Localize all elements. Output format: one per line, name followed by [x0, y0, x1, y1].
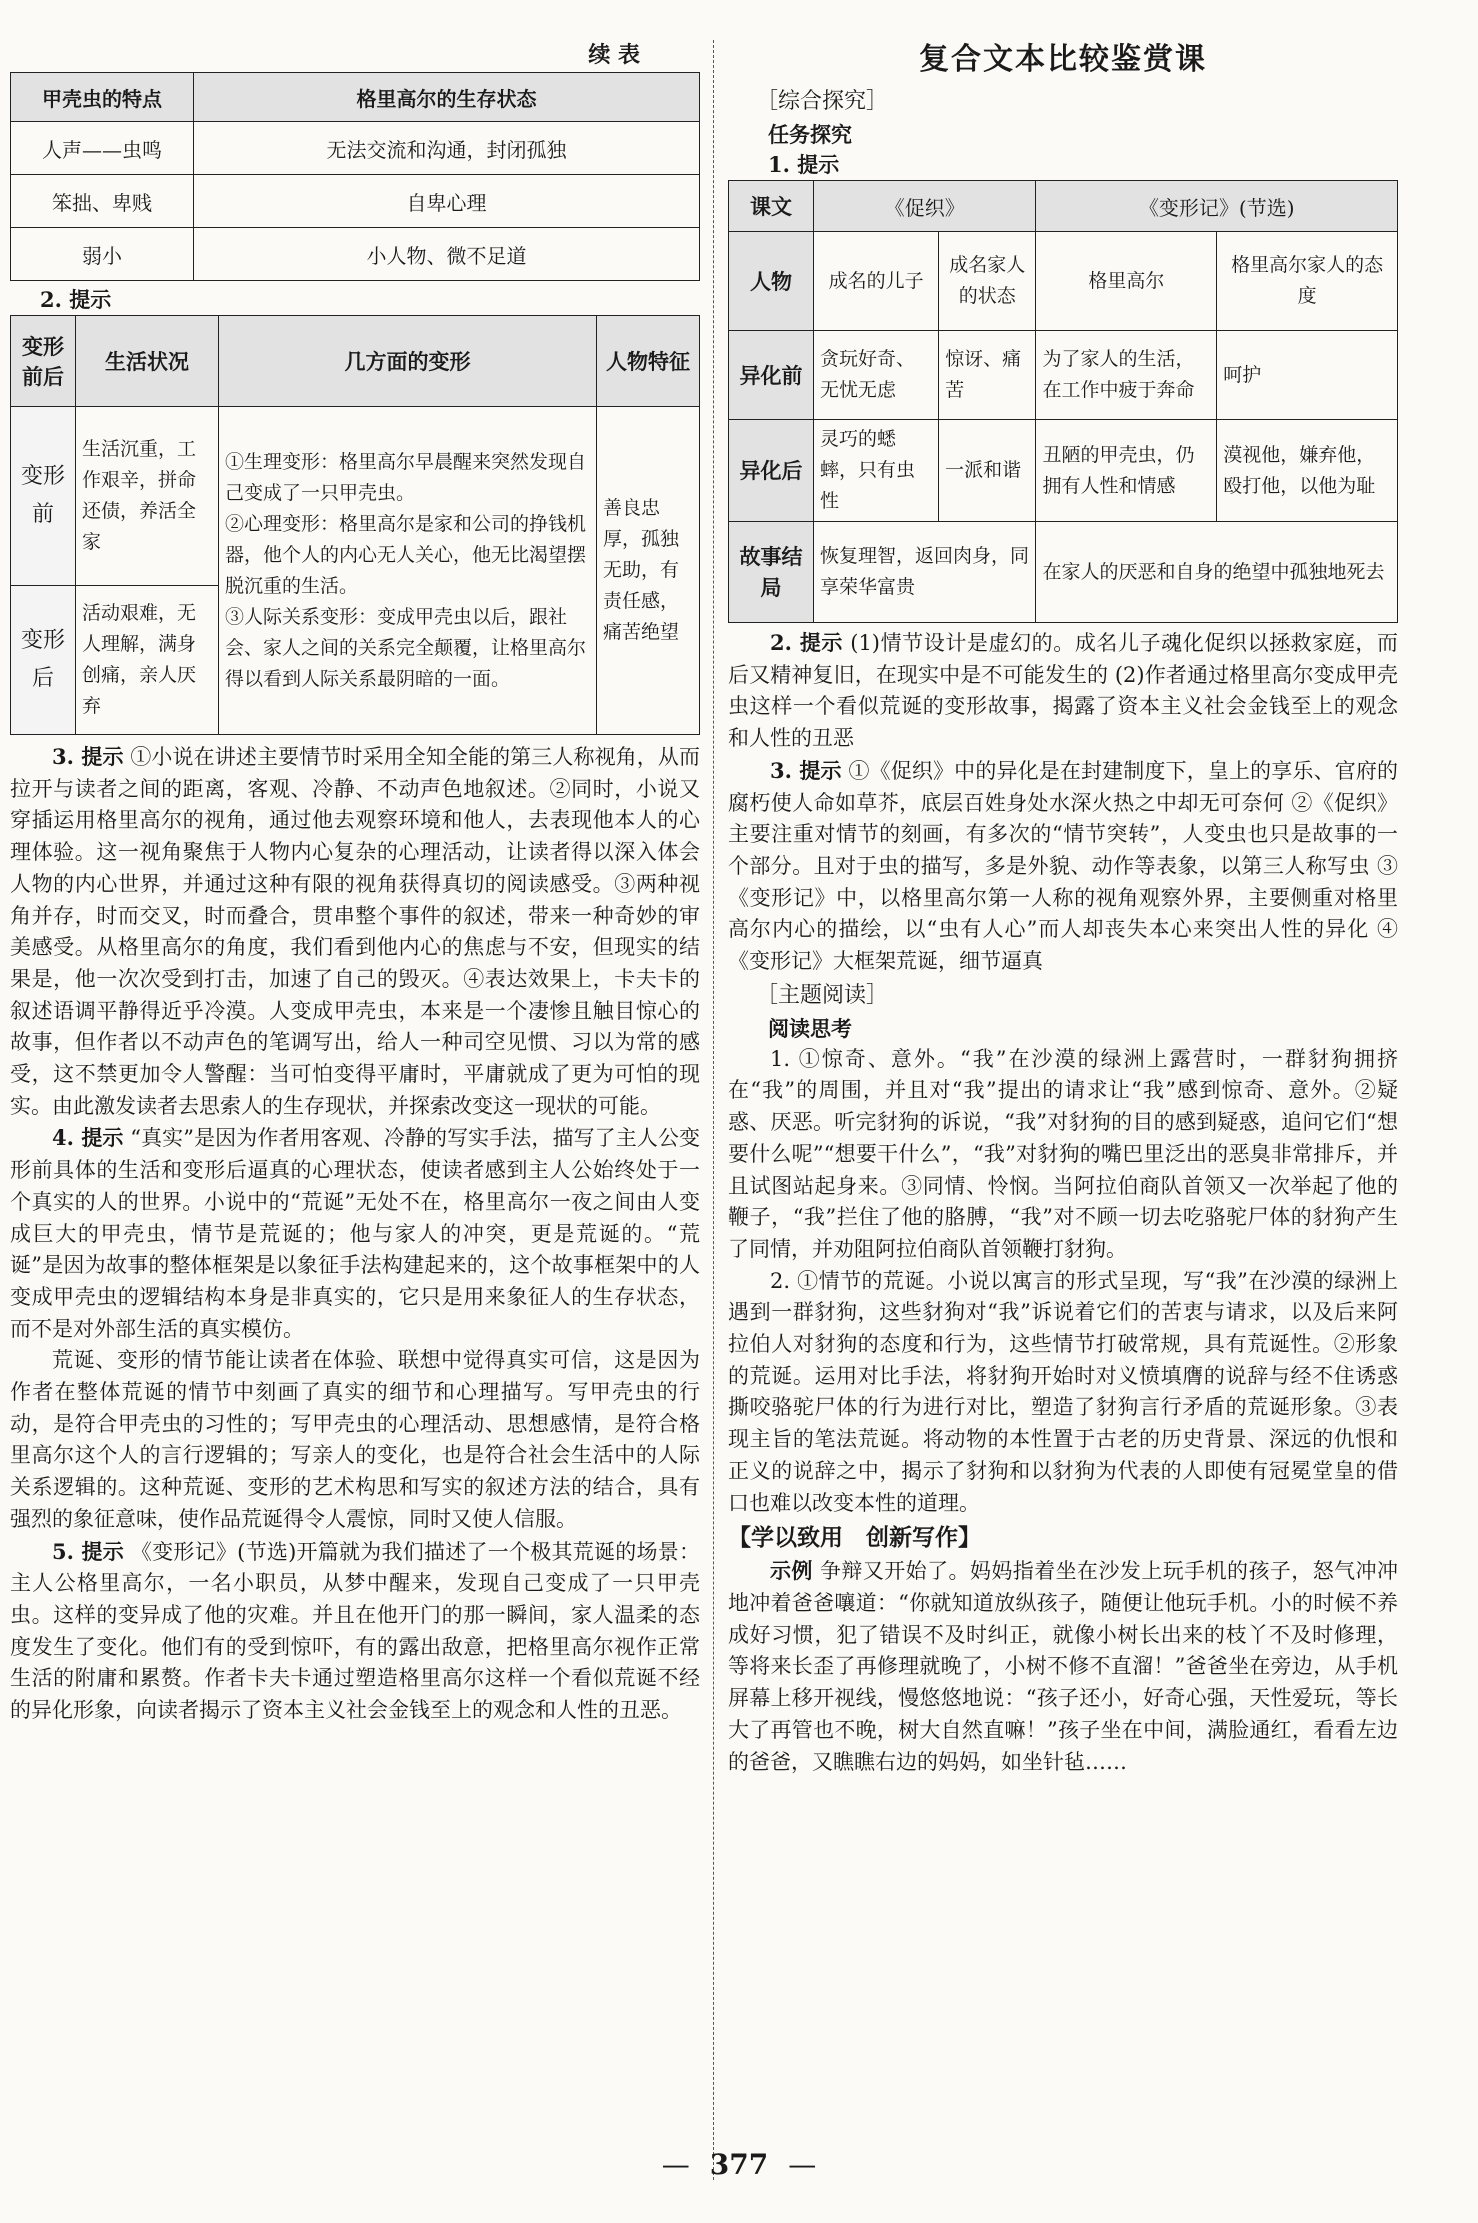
row-label: 故事结局: [729, 522, 814, 623]
table-row: [729, 331, 1398, 420]
item-3-text: ①小说在讲述主要情节时采用全知全能的第三人称视角，从而拉开与读者之间的距离，客观、冷静、不动声色地叙述。②同时，小说又穿插运用格里高尔的视角，通过他去观察环境和他人，去表现他本人的心理体验。这一视角聚焦于人物内心复杂的心理活动，让读者得以深入体会人物的内心世界，并通过这种有限的视角获得真切的阅读感受。③两种视角并存，时而交叉，时而叠合，贯串整个事件的叙述，带来一种奇妙的审美感受。从格里高尔的角度，我们看到他内心的焦虑与不安，但现实的结果是，他一次次受到打击，加速了自己的毁灭。④表达效果上，卡夫卡的叙述语调平静得近乎冷漠。人变成甲壳虫，本来是一个凄惨且触目惊心的故事，但作者以不动声色的笔调写出，给人一种司空见惯、习以为常的感受，这不禁更加令人警醒：当可怕变得平庸时，平庸就成了更为可怕的现实。由此激发读者去思索人的生存现状，并探索改变这一现状的可能。: [10, 745, 700, 1118]
comparison-table: [728, 180, 1398, 623]
table-row: [729, 420, 1398, 522]
table-header: 格里高尔的生存状态: [194, 73, 700, 122]
paragraph: 2. ①情节的荒诞。小说以寓言的形式呈现，写“我”在沙漠的绿洲上遇到一群豺狗，这些豺狗对“我”诉说着它们的苦衷与请求，以及后来阿拉伯人对豺狗的态度和行为，这些情节打破常规，具有荒诞性。②形象的荒诞。运用对比手法，将豺狗开始时对义愤填膺的说辞与经不住诱惑撕咬骆驼尸体的行为进行对比，塑造了豺狗言行矛盾的荒诞形象。③表现主旨的笔法荒诞。将动物的本性置于古老的历史背景、深远的仇恨和正义的说辞之中，揭示了豺狗和以豺狗为代表的人即使有冠冕堂皇的借口也难以改变本性的道理。: [728, 1268, 1398, 1515]
item-3-text: ①《促织》中的异化是在封建制度下，皇上的享乐、官府的腐朽使人命如草芥，底层百姓身处水深火热之中却无可奈何 ②《促织》主要注重对情节的刻画，有多次的“情节突转”，人变虫也只是故事的一个部分。且对于虫的描写，多是外貌、动作等表象，以第三人称写虫 ③《变形记》中，以格里高尔第一人称的视角观察外界，主要侧重对格里高尔内心的描绘，以“虫有人心”而人却丧失本心来突出人性的异化 ④《变形记》大框架荒诞，细节逼真: [728, 758, 1398, 974]
reading-heading: 阅读思考: [768, 1015, 852, 1041]
row-label: 异化后: [729, 420, 814, 522]
table-cell: 弱小: [11, 228, 194, 281]
table-row: [11, 122, 700, 175]
row-label-after: 变形后: [11, 586, 76, 735]
table-cell: 贪玩好奇、无忧无虑: [814, 331, 939, 420]
bracket-heading: ［主题阅读］: [756, 982, 889, 1008]
item-3-label: 3. 提示: [52, 744, 124, 769]
item-2-label: 2. 提示: [40, 287, 112, 312]
table-cell: 无法交流和沟通，封闭孤独: [194, 122, 700, 175]
item-2-label: 2. 提示: [770, 630, 843, 655]
table-row: [11, 175, 700, 228]
table-header: 《变形记》(节选): [1036, 181, 1398, 232]
example-label: 示例: [770, 1558, 813, 1584]
paragraph: [728, 627, 1398, 755]
table-cell: 小人物、微不足道: [194, 228, 700, 281]
page-number: — 377 —: [661, 2148, 817, 2181]
item-3-label: 3. 提示: [770, 757, 842, 783]
row-label: 人物: [729, 232, 814, 331]
left-column: [10, 40, 700, 1727]
table-header: 生活状况: [76, 316, 219, 407]
paragraph: [728, 1555, 1398, 1778]
paragraph: [10, 741, 700, 1122]
table-header: 人物特征: [597, 316, 700, 407]
beetle-traits-table: [10, 72, 700, 281]
table-cell: 活动艰难，无人理解，满身创痛，亲人厌弃: [76, 586, 219, 735]
table-cell: 格里高尔: [1036, 232, 1217, 331]
table-cell: 人声——虫鸣: [11, 122, 194, 175]
table-row: [729, 232, 1398, 331]
paragraph: [728, 755, 1398, 978]
continued-label: 续 表: [588, 42, 640, 68]
table-row: [729, 522, 1398, 623]
bracket-heading: ［综合探究］: [756, 89, 889, 114]
table-header: 《促织》: [814, 181, 1036, 232]
table-cell: 在家人的厌恶和自身的绝望中孤独地死去: [1036, 522, 1398, 623]
changes-cell: ①生理变形：格里高尔早晨醒来突然发现自己变成了一只甲壳虫。 ②心理变形：格里高尔是家和公司的挣钱机器，他个人的内心无人关心，他无比渴望摆脱沉重的生活。 ③人际关系变形：变成甲壳虫以后，跟社会、家人之间的关系完全颠覆，让格里高尔得以看到人际关系最阴暗的一面。: [219, 407, 597, 735]
paragraph: 1. ①惊奇、意外。“我”在沙漠的绿洲上露营时，一群豺狗拥挤在“我”的周围，并且对“我”提出的请求让“我”感到惊奇、意外。②疑惑、厌恶。听完豺狗的诉说，“我”对豺狗的目的感到疑惑，追问它们“想要什么呢”“想要干什么”，“我”对豺狗的嘴巴里泛出的恶臭非常排斥，并且试图站起身来。③同情、怜悯。当阿拉伯商队首领又一次举起了他的鞭子，“我”拦住了他的胳膊，“我”对不顾一切去吃骆驼尸体的豺狗产生了同情，并劝阻阿拉伯商队首领鞭打豺狗。: [728, 1046, 1398, 1261]
table-cell: 生活沉重，工作艰辛，拼命还债，养活全家: [76, 407, 219, 586]
item-4-label: 4. 提示: [52, 1125, 124, 1151]
table-cell: 格里高尔家人的态度: [1217, 232, 1398, 331]
paragraph: [10, 1536, 700, 1727]
table-cell: 灵巧的蟋蟀，只有虫性: [814, 420, 939, 522]
item-5-text: 《变形记》(节选)开篇就为我们描述了一个极其荒诞的场景：主人公格里高尔，一名小职员，从梦中醒来，发现自己变成了一只甲壳虫。这样的变异成了他的灾难。并且在他开门的那一瞬间，家人温柔的态度发生了变化。他们有的受到惊吓，有的露出敌意，把格里高尔视作正常生活的附庸和累赘。作者卡夫卡通过塑造格里高尔这样一个看似荒诞不经的异化形象，向读者揭示了资本主义社会金钱至上的观念和人性的丑恶。: [10, 1539, 701, 1723]
table-header: 课文: [729, 181, 814, 232]
table-cell: 成名家人的状态: [939, 232, 1036, 331]
row-label: 异化前: [729, 331, 814, 420]
paragraph: 荒诞、变形的情节能让读者在体验、联想中觉得真实可信，这是因为作者在整体荒诞的情节中刻画了真实的细节和心理描写。写甲壳虫的行动，是符合甲壳虫的习性的；写甲壳虫的心理活动、思想感情，是符合格里高尔这个人的言行逻辑的；写亲人的变化，也是符合社会生活中的人际关系逻辑的。这种荒诞、变形的艺术构思和写实的叙述方法的结合，具有强烈的象征意味，使作品荒诞得令人震惊，同时又使人信服。: [10, 1348, 700, 1531]
table-header: 甲壳虫的特点: [11, 73, 194, 122]
page-number-value: 377: [709, 2148, 769, 2181]
transformation-table: [10, 315, 700, 735]
traits-cell: 善良忠厚，孤独无助，有责任感，痛苦绝望: [597, 407, 700, 735]
item-5-label: 5. 提示: [52, 1538, 124, 1564]
paragraph: [10, 1122, 700, 1345]
table-row: [11, 407, 700, 586]
table-header: 变形前后: [11, 316, 76, 407]
table-cell: 为了家人的生活，在工作中疲于奔命: [1036, 331, 1217, 420]
item-2-text: (1)情节设计是虚幻的。成名儿子魂化促织以拯救家庭，而后又精神复旧，在现实中是不可能发生的 (2)作者通过格里高尔变成甲壳虫这样一个看似荒诞的变形故事，揭露了资本主义社会金钱至上的观念和人性的丑恶: [728, 631, 1398, 751]
table-cell: 呵护: [1217, 331, 1398, 420]
table-cell: 成名的儿子: [814, 232, 939, 331]
row-label-before: 变形前: [11, 407, 76, 586]
table-cell: 恢复理智，返回肉身，同享荣华富贵: [814, 522, 1036, 623]
item-1-label: 1. 提示: [768, 152, 840, 177]
task-heading: 任务探究: [768, 122, 852, 147]
table-cell: 笨拙、卑贱: [11, 175, 194, 228]
table-header: 几方面的变形: [219, 316, 597, 407]
table-row: [11, 228, 700, 281]
section-title: 复合文本比较鉴赏课: [919, 42, 1207, 77]
table-cell: 自卑心理: [194, 175, 700, 228]
table-cell: 漠视他，嫌弃他，殴打他，以他为耻: [1217, 420, 1398, 522]
table-cell: 一派和谐: [939, 420, 1036, 522]
writing-section-heading: 【学以致用 创新写作】: [728, 1524, 981, 1552]
column-divider: [713, 40, 714, 2180]
example-text: 争辩又开始了。妈妈指着坐在沙发上玩手机的孩子，怒气冲冲地冲着爸爸嚷道：“你就知道放纵孩子，随便让他玩手机。小的时候不养成好习惯，犯了错误不及时纠正，就像小树长出来的枝丫不及时修理，等将来长歪了再修理就晚了，小树不修不直溜！”爸爸坐在旁边，从手机屏幕上移开视线，慢悠悠地说：“孩子还小，好奇心强，天性爱玩，等长大了再管也不晚，树大自然直嘛！”孩子坐在中间，满脸通红，看看左边的爸爸，又瞧瞧右边的妈妈，如坐针毡……: [728, 1559, 1399, 1774]
table-cell: 惊讶、痛苦: [939, 331, 1036, 420]
table-cell: 丑陋的甲壳虫，仍拥有人性和情感: [1036, 420, 1217, 522]
item-4-text: “真实”是因为作者用客观、冷静的写实手法，描写了主人公变形前具体的生活和变形后逼真的心理状态，使读者感到主人公始终处于一个真实的人的世界。小说中的“荒诞”无处不在，格里高尔一夜之间由人变成巨大的甲壳虫，情节是荒诞的；他与家人的冲突，更是荒诞的。“荒诞”是因为故事的整体框架是以象征手法构建起来的，这个故事框架中的人变成甲壳虫的逻辑结构本身是非真实的，它只是用来象征人的生存状态，而不是对外部生活的真实模仿。: [10, 1126, 700, 1341]
right-column: [728, 40, 1398, 1778]
